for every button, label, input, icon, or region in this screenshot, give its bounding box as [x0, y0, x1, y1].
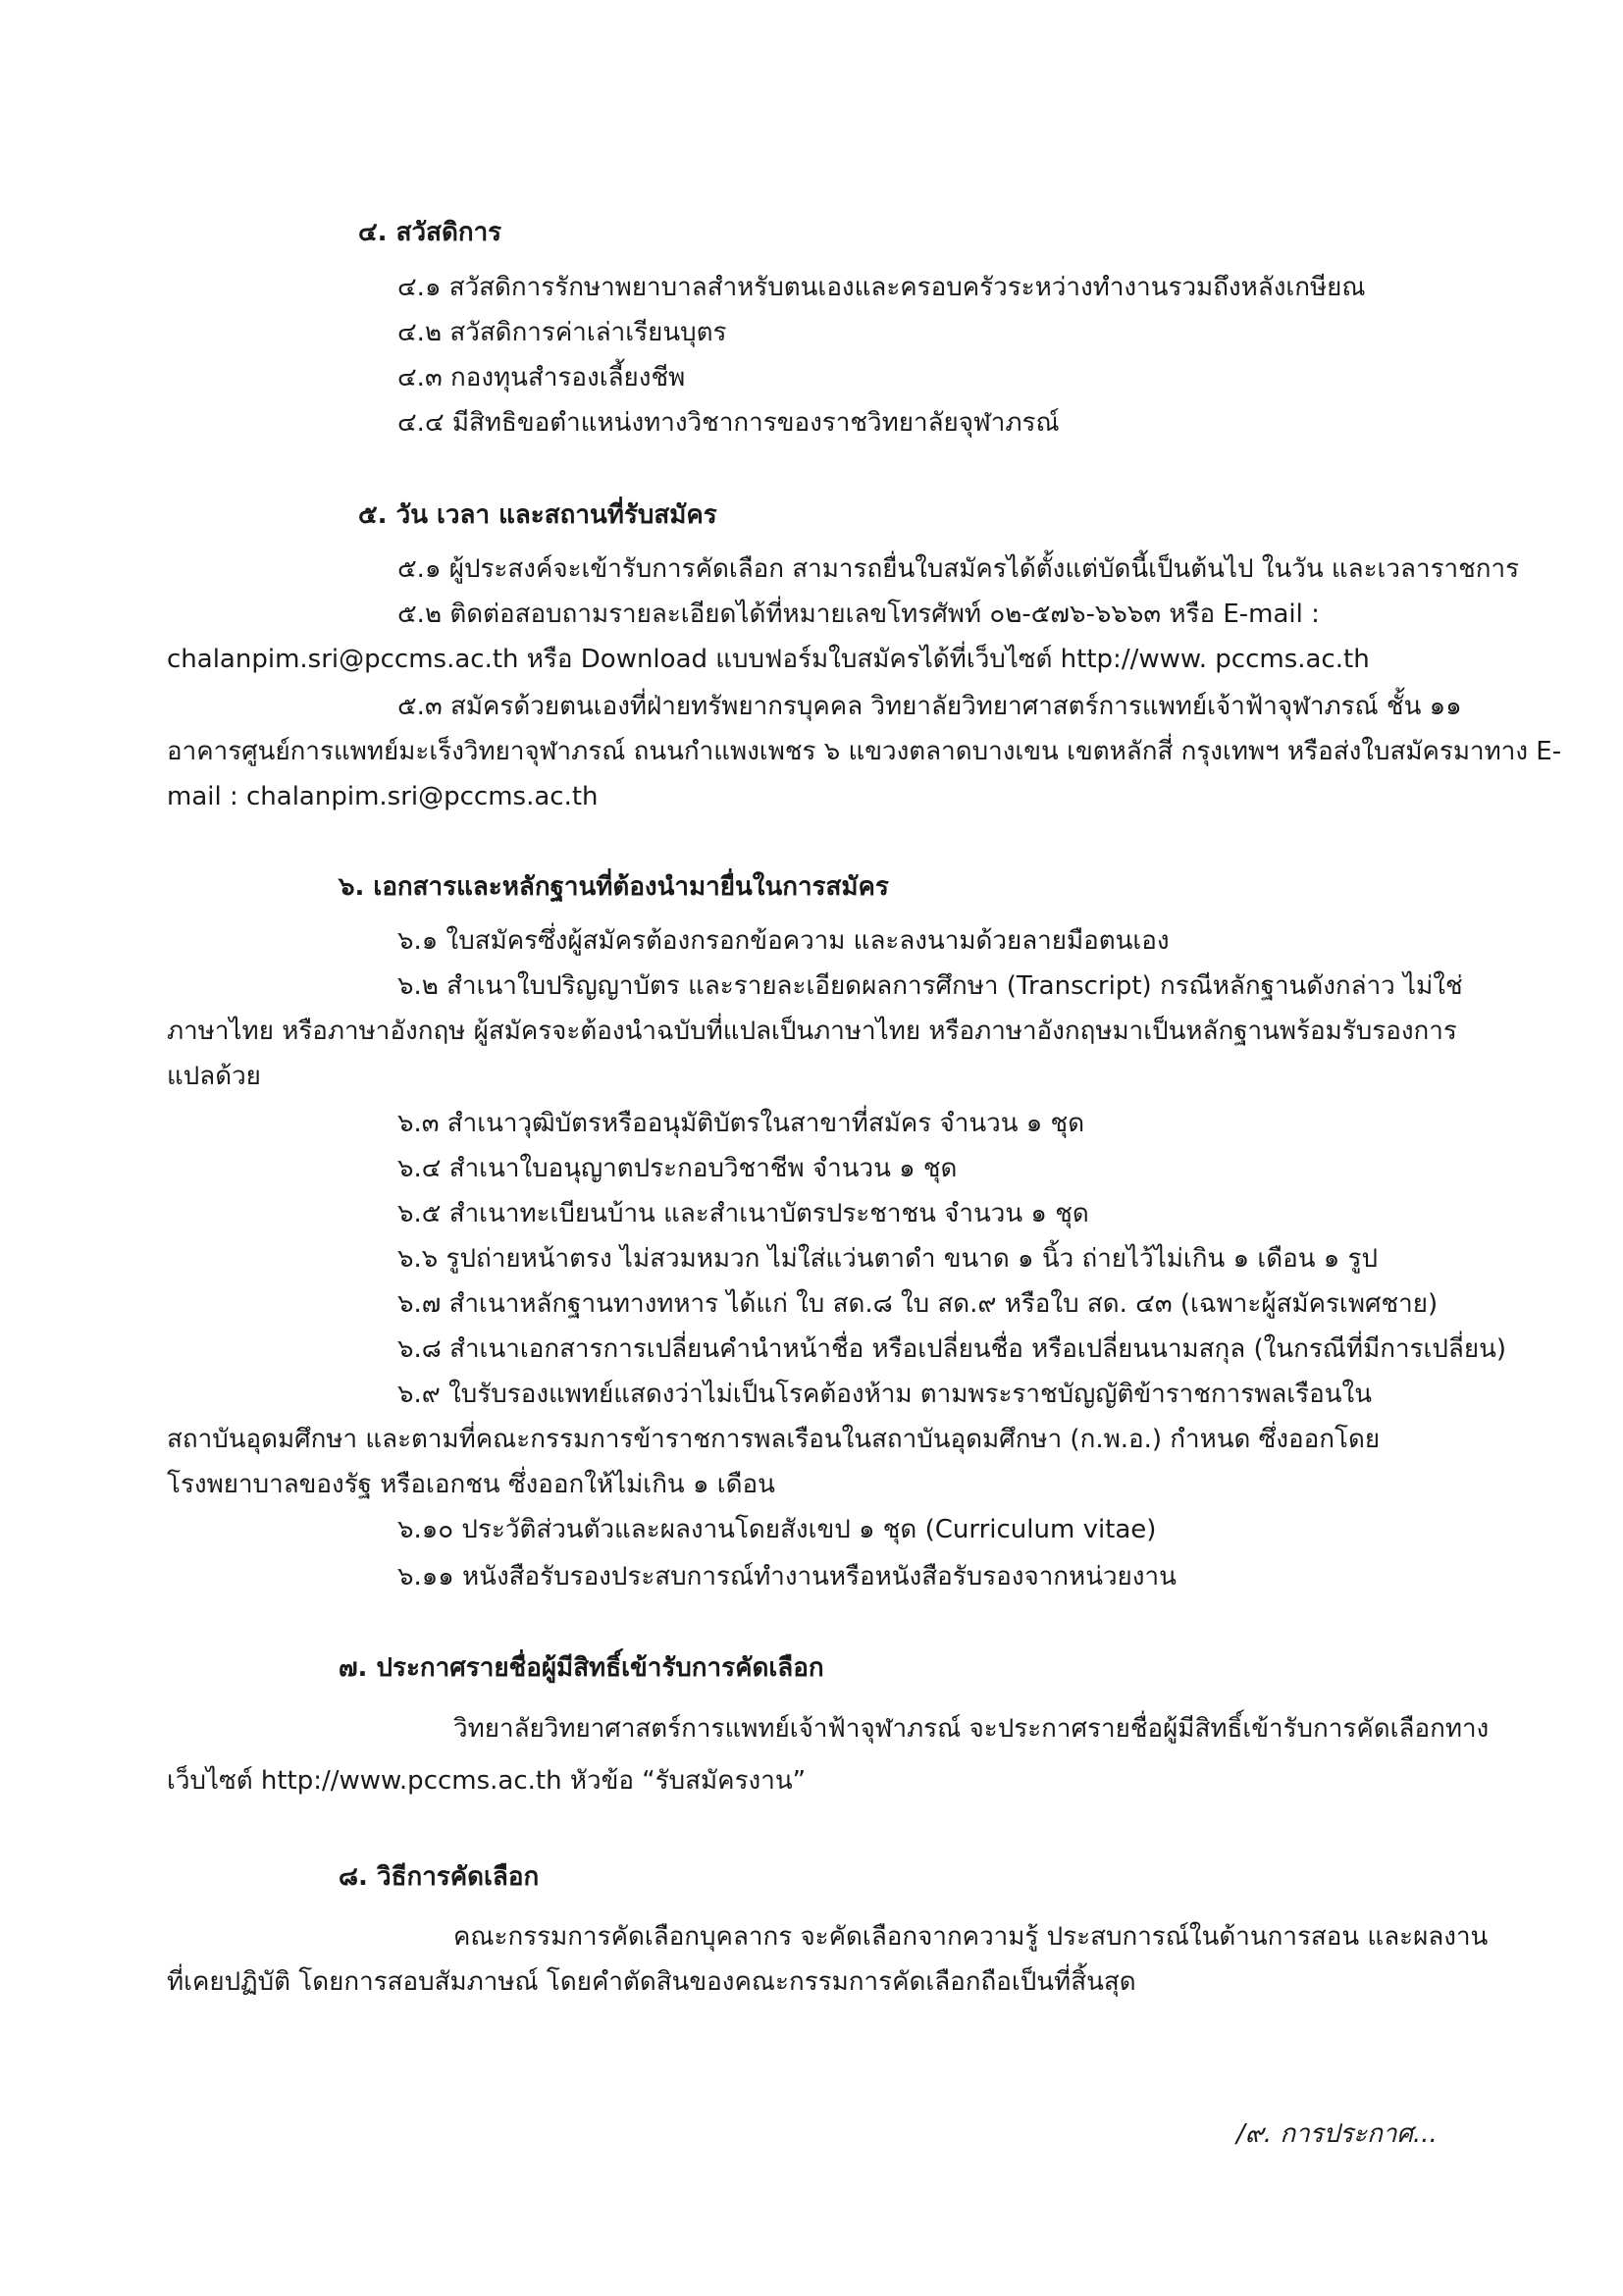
- section-5-line: mail : chalanpim.sri@pccms.ac.th: [167, 782, 599, 811]
- section-5-line: ๕.๒ ติดต่อสอบถามรายละเอียดได้ที่หมายเลขโทรศัพท์ ๐๒-๕๗๖-๖๖๖๓ หรือ E-mail :: [397, 600, 1320, 629]
- section-4-item: ๔.๑ สวัสดิการรักษาพยาบาลสำหรับตนเองและครอบครัวระหว่างทำงานรวมถึงหลังเกษียณ: [397, 273, 1366, 302]
- section-8-line: คณะกรรมการคัดเลือกบุคลากร จะคัดเลือกจากความรู้ ประสบการณ์ในด้านการสอน และผลงาน: [453, 1922, 1489, 1952]
- section-7-line: เว็บไซต์ http://www.pccms.ac.th หัวข้อ “รับสมัครงาน”: [167, 1766, 807, 1796]
- section-8-line: ที่เคยปฏิบัติ โดยการสอบสัมภาษณ์ โดยคำตัดสินของคณะกรรมการคัดเลือกถือเป็นที่สิ้นสุด: [167, 1967, 1136, 1997]
- section-6-line: ๖.๑๐ ประวัติส่วนตัวและผลงานโดยสังเขป ๑ ชุด (Curriculum vitae): [397, 1515, 1157, 1544]
- section-7-heading: ๗. ประกาศรายชื่อผู้มีสิทธิ์เข้ารับการคัดเลือก: [339, 1653, 824, 1683]
- page-continuation: /๙. การประกาศ...: [1236, 2119, 1438, 2149]
- section-6-line: ๖.๓ สำเนาวุฒิบัตรหรืออนุมัติบัตรในสาขาที่สมัคร จำนวน ๑ ชุด: [397, 1109, 1085, 1138]
- section-6-line: ๖.๘ สำเนาเอกสารการเปลี่ยนคำนำหน้าชื่อ หรือเปลี่ยนชื่อ หรือเปลี่ยนนามสกุล (ในกรณีที่มีการเปลี่ยน): [397, 1334, 1506, 1364]
- section-4-heading: ๔. สวัสดิการ: [358, 218, 502, 247]
- section-6-line: ๖.๒ สำเนาใบปริญญาบัตร และรายละเอียดผลการศึกษา (Transcript) กรณีหลักฐานดังกล่าว ไม่ใช่: [397, 971, 1463, 1001]
- section-4-item: ๔.๓ กองทุนสำรองเลี้ยงชีพ: [397, 363, 686, 392]
- section-6-line: ๖.๑๑ หนังสือรับรองประสบการณ์ทำงานหรือหนังสือรับรองจากหน่วยงาน: [397, 1562, 1177, 1592]
- section-4-item: ๔.๒ สวัสดิการค่าเล่าเรียนบุตร: [397, 318, 727, 347]
- section-6-line: แปลด้วย: [167, 1062, 261, 1091]
- section-6-line: ๖.๑ ใบสมัครซึ่งผู้สมัครต้องกรอกข้อความ และลงนามด้วยลายมือตนเอง: [397, 926, 1170, 956]
- section-5-line: ๕.๓ สมัครด้วยตนเองที่ฝ่ายทรัพยากรบุคคล วิทยาลัยวิทยาศาสตร์การแพทย์เจ้าฟ้าจุฬาภรณ์ ชั้น ๑๑: [397, 692, 1462, 721]
- section-5-heading: ๕. วัน เวลา และสถานที่รับสมัคร: [358, 500, 717, 530]
- section-8-heading: ๘. วิธีการคัดเลือก: [339, 1862, 540, 1892]
- section-6-line: ๖.๗ สำเนาหลักฐานทางทหาร ได้แก่ ใบ สด.๘ ใบ สด.๙ หรือใบ สด. ๔๓ (เฉพาะผู้สมัครเพศชาย): [397, 1289, 1439, 1319]
- section-6-line: สถาบันอุดมศึกษา และตามที่คณะกรรมการข้าราชการพลเรือนในสถาบันอุดมศึกษา (ก.พ.อ.) กำหนด ซึ่งออกโดย: [167, 1425, 1381, 1454]
- section-5-line: chalanpim.sri@pccms.ac.th หรือ Download แบบฟอร์มใบสมัครได้ที่เว็บไซต์ http://www. pccms.ac.th: [167, 645, 1370, 674]
- section-6-heading: ๖. เอกสารและหลักฐานที่ต้องนำมายื่นในการสมัคร: [339, 872, 889, 902]
- section-5-line: อาคารศูนย์การแพทย์มะเร็งวิทยาจุฬาภรณ์ ถนนกำแพงเพชร ๖ แขวงตลาดบางเขน เขตหลักสี่ กรุงเทพฯ หรือส่งใบสมัครมาทาง E-: [167, 737, 1562, 766]
- section-6-line: ๖.๕ สำเนาทะเบียนบ้าน และสำเนาบัตรประชาชน จำนวน ๑ ชุด: [397, 1199, 1089, 1228]
- section-6-line: โรงพยาบาลของรัฐ หรือเอกชน ซึ่งออกให้ไม่เกิน ๑ เดือน: [167, 1470, 775, 1499]
- section-6-line: ๖.๖ รูปถ่ายหน้าตรง ไม่สวมหมวก ไม่ใส่แว่นตาดำ ขนาด ๑ นิ้ว ถ่ายไว้ไม่เกิน ๑ เดือน ๑ รูป: [397, 1244, 1379, 1274]
- section-6-line: ๖.๙ ใบรับรองแพทย์แสดงว่าไม่เป็นโรคต้องห้าม ตามพระราชบัญญัติข้าราชการพลเรือนใน: [397, 1380, 1373, 1409]
- section-4-item: ๔.๔ มีสิทธิขอตำแหน่งทางวิชาการของราชวิทยาลัยจุฬาภรณ์: [397, 408, 1060, 438]
- section-6-line: ๖.๔ สำเนาใบอนุญาตประกอบวิชาชีพ จำนวน ๑ ชุด: [397, 1154, 958, 1183]
- section-6-line: ภาษาไทย หรือภาษาอังกฤษ ผู้สมัครจะต้องนำฉบับที่แปลเป็นภาษาไทย หรือภาษาอังกฤษมาเป็นหลักฐานพร้อมรับรองการ: [167, 1017, 1457, 1046]
- section-7-line: วิทยาลัยวิทยาศาสตร์การแพทย์เจ้าฟ้าจุฬาภรณ์ จะประกาศรายชื่อผู้มีสิทธิ์เข้ารับการคัดเลือกทาง: [453, 1714, 1490, 1744]
- section-5-line: ๕.๑ ผู้ประสงค์จะเข้ารับการคัดเลือก สามารถยื่นใบสมัครได้ตั้งแต่บัดนี้เป็นต้นไป ในวัน และเวลาราชการ: [397, 554, 1520, 584]
